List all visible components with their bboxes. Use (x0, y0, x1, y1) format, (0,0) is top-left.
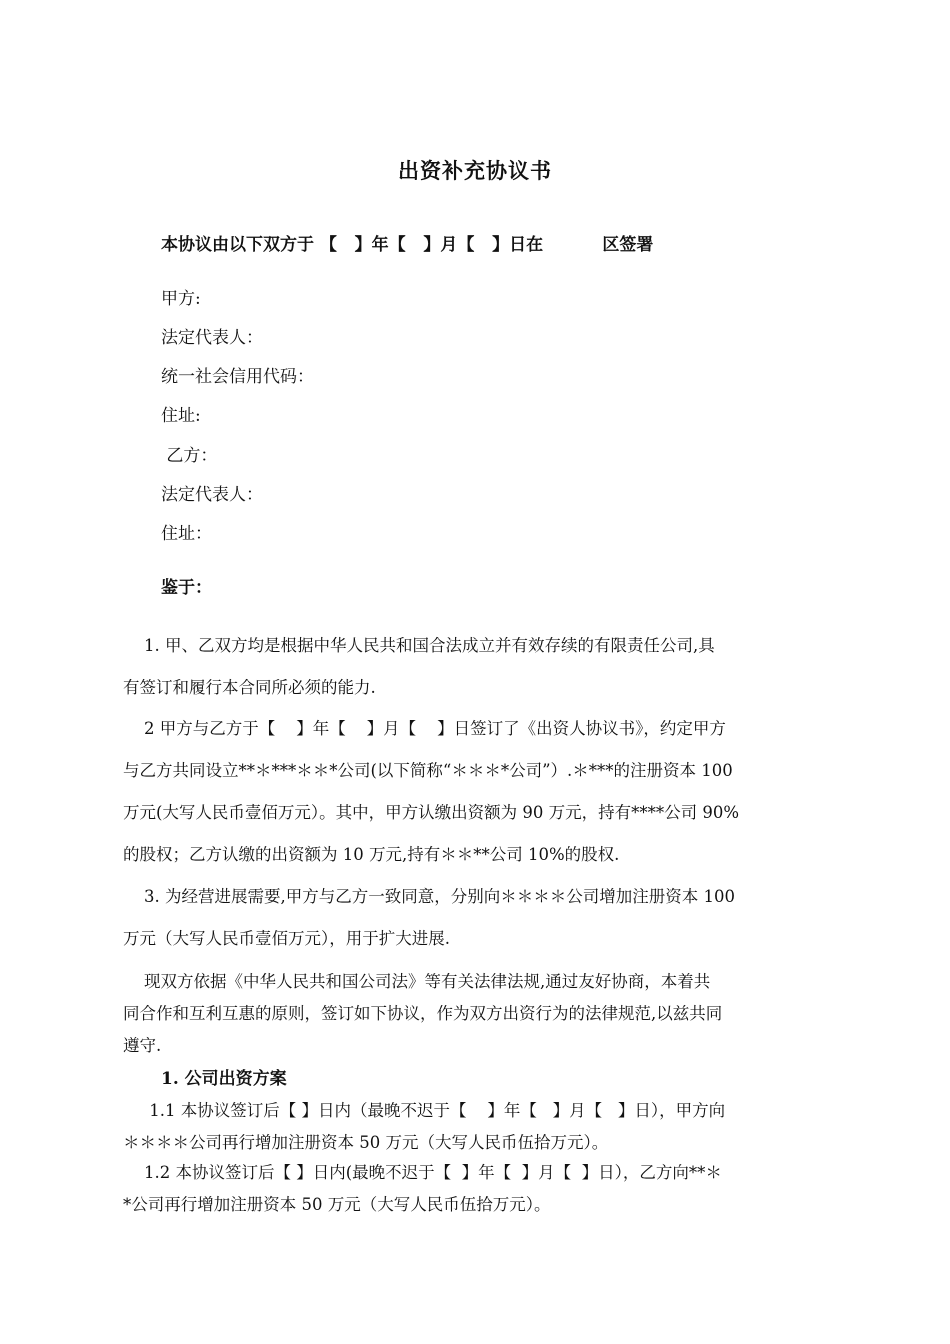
preamble-line: 遵守. (123, 1036, 162, 1055)
clause-line: 万元(大写人民币壹佰万元）。其中，甲方认缴出资额为 90 万元，持有****公司 90% (123, 803, 740, 822)
clause-line: 2 甲方与乙方于【 】年【 】月【 】日签订了《出资人协议书》，约定甲方 (123, 719, 726, 738)
item-line: 1.2 本协议签订后【 】日内(最晚不迟于【 】年【 】月【 】日），乙方向**＊ (123, 1163, 722, 1182)
whereas-clause-2 (123, 708, 829, 876)
clause-line: 1. 甲、乙双方均是根据中华人民共和国合法成立并有效存续的有限责任公司,具 (123, 636, 715, 655)
party-a-credit-code-field: 统一社会信用代码： (161, 367, 314, 387)
item-line: ＊＊＊＊公司再行增加注册资本 50 万元（大写人民币伍拾万元）。 (123, 1133, 609, 1152)
whereas-clause-1 (123, 625, 829, 709)
signing-line: 本协议由以下双方于 【 】年【 】月【 】日在 区签署 (161, 235, 654, 255)
preamble-paragraph (123, 966, 829, 1062)
party-b-name-field: 乙方： (161, 446, 218, 466)
clause-line: 有签订和履行本合同所必须的能力. (123, 678, 376, 697)
clause-line: 的股权；乙方认缴的出资额为 10 万元,持有＊＊**公司 10%的股权. (123, 845, 620, 864)
item-1-2 (123, 1157, 829, 1221)
party-a-address-field: 住址: (161, 406, 201, 426)
clause-line: 与乙方共同设立**＊***＊＊*公司(以下简称“＊＊＊*公司”）.＊***的注册资本 100 (123, 761, 733, 780)
document-title: 出资补充协议书 (398, 158, 552, 183)
party-b-representative-field: 法定代表人： (161, 485, 263, 505)
party-a-representative-field: 法定代表人： (161, 328, 263, 348)
section-1-heading: 1. 公司出资方案 (161, 1069, 287, 1089)
whereas-heading: 鉴于： (161, 578, 212, 598)
party-b-address-field: 住址： (161, 524, 212, 544)
clause-line: 万元（大写人民币壹佰万元），用于扩大进展. (123, 929, 450, 948)
item-1-1 (123, 1095, 829, 1159)
item-line: *公司再行增加注册资本 50 万元（大写人民币伍拾万元）。 (123, 1195, 551, 1214)
preamble-line: 现双方依据《中华人民共和国公司法》等有关法律法规,通过友好协商，本着共 (123, 972, 711, 991)
preamble-line: 同合作和互利互惠的原则，签订如下协议，作为双方出资行为的法律规范,以兹共同 (123, 1004, 723, 1023)
party-a-name-field: 甲方: (161, 289, 201, 309)
item-line: 1.1 本协议签订后【 】日内（最晚不迟于【 】年【 】月【 】日），甲方向 (123, 1101, 726, 1120)
clause-line: 3. 为经营进展需要,甲方与乙方一致同意，分别向＊＊＊＊公司增加注册资本 100 (123, 887, 735, 906)
whereas-clause-3 (123, 876, 829, 960)
